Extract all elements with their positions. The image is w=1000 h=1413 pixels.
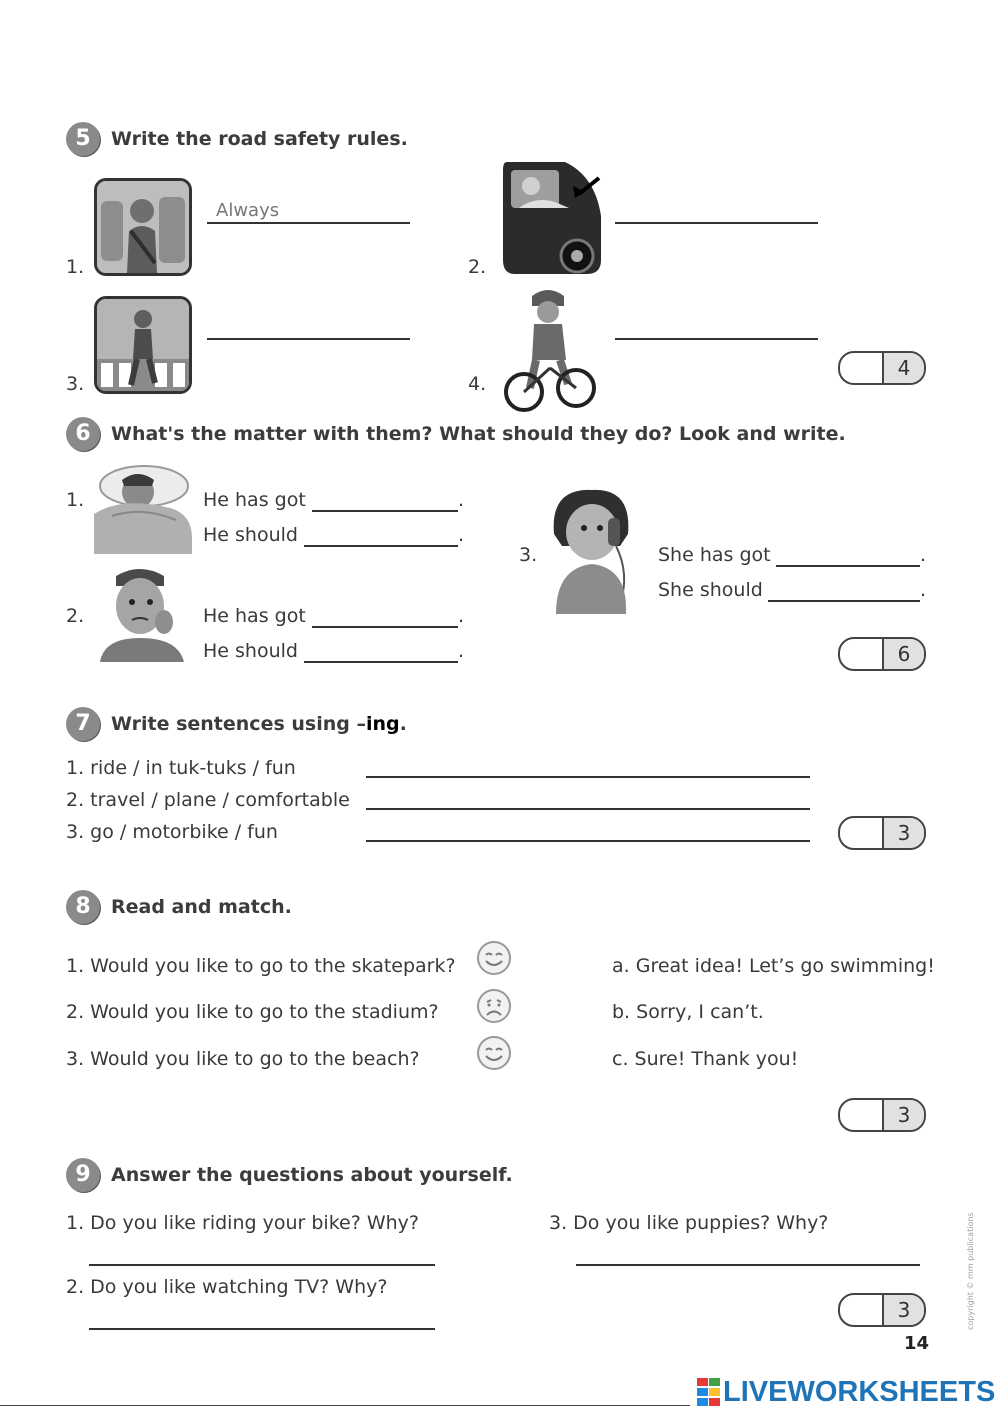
ex6-item-3-number: 3. bbox=[519, 544, 538, 566]
exercise-8-number: 8 bbox=[66, 890, 100, 924]
happy-face-icon bbox=[476, 940, 512, 976]
liveworksheets-logo-text[interactable]: LIVEWORKSHEETS bbox=[723, 1376, 996, 1408]
ex6-item-1-answer-1-line[interactable] bbox=[312, 510, 458, 512]
sad-face-icon bbox=[476, 988, 512, 1024]
ex5-answer-4-line bbox=[615, 338, 818, 340]
ex9-question-3: 3. Do you like puppies? Why? bbox=[549, 1212, 829, 1234]
ex6-item-1-period-2: . bbox=[458, 524, 465, 546]
page-number: 14 bbox=[904, 1333, 930, 1354]
exercise-9-title: Answer the questions about yourself. bbox=[111, 1164, 513, 1186]
ex7-item-1-prompt: 1. ride / in tuk-tuks / fun bbox=[66, 757, 296, 779]
ex5-answer-2-line bbox=[615, 222, 818, 224]
exercise-7-title bbox=[111, 713, 407, 735]
exercise-5-number: 5 bbox=[66, 122, 100, 156]
happy-face-icon bbox=[476, 1035, 512, 1071]
ex9-score-box bbox=[838, 1293, 926, 1327]
ex5-answer-2-input[interactable] bbox=[620, 198, 818, 222]
ex6-item-1-line-2-label: He should bbox=[203, 524, 298, 546]
ex9-answer-2-line[interactable] bbox=[89, 1328, 435, 1330]
ex5-answer-1-line bbox=[207, 222, 410, 224]
exercise-9-number: 9 bbox=[66, 1158, 100, 1192]
ex9-answer-3-line[interactable] bbox=[576, 1264, 920, 1266]
man-with-headache-picture bbox=[94, 562, 190, 662]
ex6-item-2-period-1: . bbox=[458, 605, 465, 627]
ex8-score-value: 3 bbox=[882, 1100, 924, 1130]
ex5-answer-3-line bbox=[207, 338, 410, 340]
ex9-answer-1-line[interactable] bbox=[89, 1264, 435, 1266]
girl-on-phone-picture bbox=[540, 484, 646, 614]
sick-boy-in-bed-picture bbox=[92, 458, 196, 556]
ex6-item-3-answer-1-line[interactable] bbox=[776, 565, 920, 567]
ex9-question-1: 1. Do you like riding your bike? Why? bbox=[66, 1212, 419, 1234]
ex6-item-2-number: 2. bbox=[66, 605, 85, 627]
ex7-score-box bbox=[838, 816, 926, 850]
ex8-answer-b[interactable]: b. Sorry, I can’t. bbox=[612, 1001, 764, 1023]
ex6-item-1-line-1-label: He has got bbox=[203, 489, 306, 511]
ex5-answer-1-input[interactable] bbox=[212, 198, 410, 222]
ex8-question-3: 3. Would you like to go to the beach? bbox=[66, 1048, 420, 1070]
ex6-item-3-period-1: . bbox=[920, 544, 927, 566]
exercise-5-title: Write the road safety rules. bbox=[111, 128, 408, 150]
ex9-score-value: 3 bbox=[882, 1295, 924, 1325]
ex8-answer-a[interactable]: a. Great idea! Let’s go swimming! bbox=[612, 955, 935, 977]
ex8-question-2: 2. Would you like to go to the stadium? bbox=[66, 1001, 439, 1023]
exercise-7-title-suffix: ing bbox=[365, 713, 400, 735]
ex6-item-2-answer-1-line[interactable] bbox=[312, 626, 458, 628]
ex5-item-2-number: 2. bbox=[468, 256, 487, 278]
ex7-item-2-answer-line[interactable] bbox=[366, 808, 810, 810]
ex7-item-1-answer-line[interactable] bbox=[366, 776, 810, 778]
ex5-item-4-number: 4. bbox=[468, 373, 487, 395]
ex5-answer-3-input[interactable] bbox=[212, 314, 410, 338]
ex5-score-box bbox=[838, 351, 926, 385]
exercise-7-title-main: Write sentences using – bbox=[111, 713, 366, 735]
ex7-item-3-answer-line[interactable] bbox=[366, 840, 810, 842]
liveworksheets-logo-icon bbox=[697, 1378, 721, 1406]
ex6-item-1-number: 1. bbox=[66, 489, 85, 511]
ex6-item-3-period-2: . bbox=[920, 579, 927, 601]
ex5-score-value: 4 bbox=[882, 353, 924, 383]
exercise-8-title: Read and match. bbox=[111, 896, 292, 918]
ex5-item-3-number: 3. bbox=[66, 373, 85, 395]
ex5-item-1-number: 1. bbox=[66, 256, 85, 278]
ex6-score-value: 6 bbox=[882, 639, 924, 669]
ex6-item-2-line-1-label: He has got bbox=[203, 605, 306, 627]
ex8-answer-c[interactable]: c. Sure! Thank you! bbox=[612, 1048, 799, 1070]
ex6-item-3-line-2-label: She should bbox=[658, 579, 763, 601]
copyright-note: copyright © mm publications bbox=[966, 1212, 975, 1330]
ex6-item-2-answer-2-line[interactable] bbox=[304, 661, 458, 663]
ex7-score-value: 3 bbox=[882, 818, 924, 848]
ex7-item-3-prompt: 3. go / motorbike / fun bbox=[66, 821, 278, 843]
footer-divider bbox=[0, 1405, 690, 1406]
ex6-score-box bbox=[838, 637, 926, 671]
ex6-item-3-line-1-label: She has got bbox=[658, 544, 771, 566]
exercise-6-title: What's the matter with them? What should they do? Look and write. bbox=[111, 423, 846, 445]
ex6-item-1-period-1: . bbox=[458, 489, 465, 511]
ex6-item-3-answer-2-line[interactable] bbox=[768, 600, 920, 602]
ex7-item-2-prompt: 2. travel / plane / comfortable bbox=[66, 789, 350, 811]
ex6-item-2-period-2: . bbox=[458, 640, 465, 662]
ex6-item-1-answer-2-line[interactable] bbox=[304, 545, 458, 547]
ex8-score-box bbox=[838, 1098, 926, 1132]
exercise-7-number: 7 bbox=[66, 707, 100, 741]
ex6-item-2-line-2-label: He should bbox=[203, 640, 298, 662]
ex8-question-1: 1. Would you like to go to the skatepark? bbox=[66, 955, 456, 977]
seatbelt-picture bbox=[94, 178, 192, 276]
exercise-6-number: 6 bbox=[66, 417, 100, 451]
bicycle-helmet-picture bbox=[504, 284, 596, 418]
ex9-question-2: 2. Do you like watching TV? Why? bbox=[66, 1276, 388, 1298]
exercise-7-title-end: . bbox=[399, 713, 407, 735]
car-door-picture bbox=[495, 156, 605, 280]
ex5-answer-4-input[interactable] bbox=[620, 314, 818, 338]
crosswalk-picture bbox=[94, 296, 192, 394]
